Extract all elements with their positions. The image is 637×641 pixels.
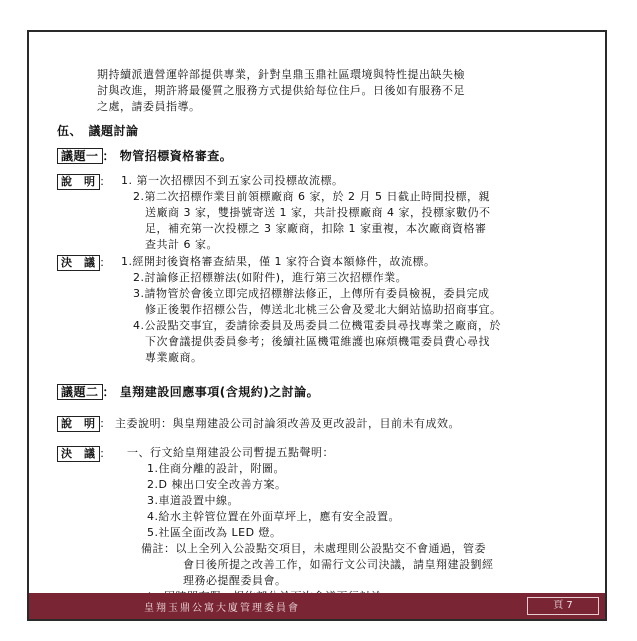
topic1-explain-2: 2.第二次招標作業目前領標廠商 6 家，於 2 月 5 日截止時間投標，親 bbox=[133, 190, 490, 203]
topic2-resolve-6: 5.社區全面改為 LED 燈。 bbox=[147, 526, 282, 539]
section-heading: 伍、 議題討論 bbox=[57, 124, 139, 138]
topic2-explain: 主委說明：與皇翔建設公司討論須改善及更改設計，目前未有成效。 bbox=[115, 417, 460, 430]
topic2-resolve-2: 1.住商分離的設計，附圖。 bbox=[147, 462, 285, 475]
topic2-resolve-5: 4.給水主幹管位置在外面草坪上，應有安全設置。 bbox=[147, 510, 400, 523]
topic1-resolve-4: 修正後製作招標公告，傳送北北桃三公會及愛北大網站協助招商事宜。 bbox=[145, 303, 502, 316]
topic2-heading: 議題二 ： 皇翔建設回應事項(含規約)之討論。 bbox=[57, 384, 319, 400]
topic1-resolve-row: 決 議 ： bbox=[57, 255, 111, 271]
topic1-resolve-3: 3.請物管於會後立即完成招標辦法修正，上傳所有委員檢視，委員完成 bbox=[133, 287, 490, 300]
topic1-label: 議題一 bbox=[57, 148, 103, 164]
topic1-resolve-2: 2.討論修正招標辦法(如附件)，進行第三次招標作業。 bbox=[133, 271, 408, 284]
topic2-resolve-row: 決 議 ： bbox=[57, 446, 111, 462]
topic2-resolve-label: 決 議 bbox=[57, 446, 100, 462]
topic1-resolve-5: 4.公設點交事宜，委請徐委員及馬委員二位機電委員尋找專業之廠商，於 bbox=[133, 319, 501, 332]
topic1-explain-label: 說 明 bbox=[57, 174, 100, 190]
footer-title: 皇翔玉鼎公寓大廈管理委員會 bbox=[144, 603, 300, 614]
page-number: 頁 7 bbox=[527, 597, 599, 615]
topic2-resolve-3: 2.D 棟出口安全改善方案。 bbox=[147, 478, 287, 491]
topic2-explain-row: 說 明 ： 主委說明：與皇翔建設公司討論須改善及更改設計，目前未有成效。 bbox=[57, 416, 460, 432]
topic1-explain-1: 1. 第一次招標因不到五家公司投標故流標。 bbox=[121, 174, 344, 187]
topic1-explain-4: 足，補充第一次投標之 3 家廠商，扣除 1 家重複，本次廠商資格審 bbox=[145, 222, 487, 235]
topic1-explain-5: 查共計 6 家。 bbox=[145, 238, 218, 251]
topic1-explain-3: 送廠商 3 家，雙掛號寄送 1 家，共計投標廠商 4 家，投標家數仍不 bbox=[145, 206, 491, 219]
intro-line-1: 期持續派遣營運幹部提供專業，針對皇鼎玉鼎社區環境與特性提出缺失檢 bbox=[97, 68, 465, 81]
topic2-explain-label: 說 明 bbox=[57, 416, 100, 432]
topic2-resolve-9: 理務必提醒委員會。 bbox=[183, 574, 287, 587]
topic2-resolve-8: 會日後所提之改善工作，如需行文公司決議，請皇翔建設劉經 bbox=[183, 558, 494, 571]
intro-line-2: 討與改進，期許將最優質之服務方式提供給每位住戶。日後如有服務不足 bbox=[97, 84, 465, 97]
page-footer bbox=[29, 593, 605, 619]
topic1-explain-row: 說 明 ： bbox=[57, 174, 111, 190]
topic1-resolve-1: 1.經開封後資格審查結果，僅 1 家符合資本額條件，故流標。 bbox=[121, 255, 436, 268]
topic2-resolve-1: 一、行文給皇翔建設公司暫提五點聲明： bbox=[127, 446, 334, 459]
topic2-resolve-7: 備註：以上全列入公設點交項目，未處理則公設點交不會通過，管委 bbox=[141, 542, 486, 555]
document-body bbox=[29, 32, 605, 592]
topic1-title: 物管招標資格審查。 bbox=[119, 149, 233, 163]
topic1-resolve-label: 決 議 bbox=[57, 255, 100, 271]
intro-line-3: 之處，請委員指導。 bbox=[97, 100, 201, 113]
topic1-resolve-6: 下次會議提供委員參考；後續社區機電維護也麻煩機電委員費心尋找 bbox=[145, 335, 490, 348]
topic2-resolve-4: 3.車道設置中線。 bbox=[147, 494, 239, 507]
topic2-label: 議題二 bbox=[57, 384, 103, 400]
topic1-resolve-7: 專業廠商。 bbox=[145, 351, 203, 364]
topic2-title: 皇翔建設回應事項(含規約)之討論。 bbox=[119, 385, 320, 399]
page-frame bbox=[27, 30, 607, 621]
topic1-heading: 議題一 ： 物管招標資格審查。 bbox=[57, 148, 232, 164]
